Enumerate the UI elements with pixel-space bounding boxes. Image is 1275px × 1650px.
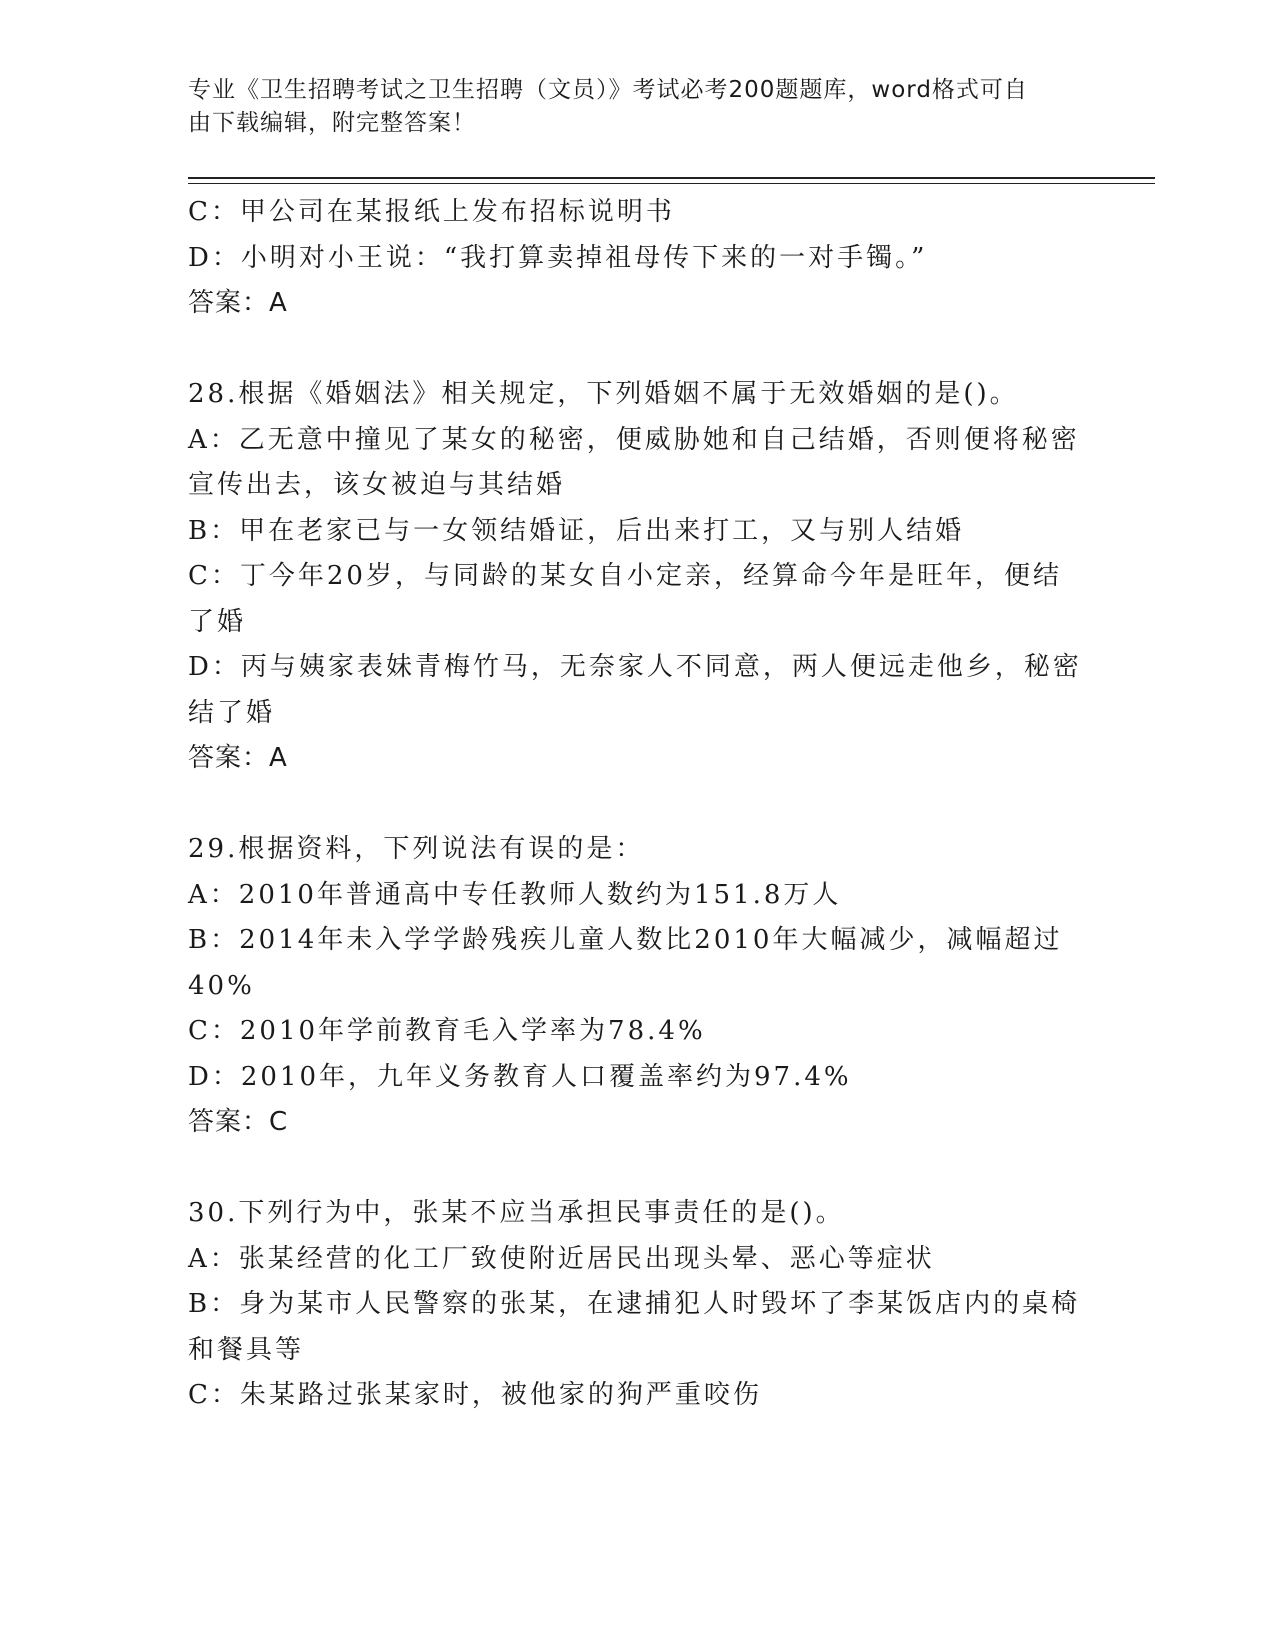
q27-option-c: C：甲公司在某报纸上发布招标说明书 (188, 197, 675, 227)
q30-option-b-cont: 和餐具等 (188, 1334, 305, 1365)
q30-stem: 30.下列行为中，张某不应当承担民事责任的是()。 (188, 1198, 845, 1228)
q28-option-c: C：丁今年20岁，与同龄的某女自小定亲，经算命今年是旺年，便结 (188, 561, 1062, 591)
q30-option-c: C：朱某路过张某家时，被他家的狗严重咬伤 (188, 1380, 762, 1410)
q28-option-d-cont: 结了婚 (188, 697, 276, 728)
q29-option-d: D：2010年，九年义务教育人口覆盖率约为97.4% (188, 1061, 852, 1092)
header-line-1: 专业《卫生招聘考试之卫生招聘（文员）》考试必考200题题库，word格式可自 (188, 77, 1028, 103)
q27-option-d: D：小明对小王说：“我打算卖掉祖母传下来的一对手镯。” (188, 242, 928, 273)
page-header (188, 74, 1068, 140)
q29-option-b-cont: 40% (188, 970, 255, 1001)
header-rule-thick (188, 177, 1155, 179)
q29-option-c: C：2010年学前教育毛入学率为78.4% (188, 1016, 706, 1046)
q28-option-b: B：甲在老家已与一女领结婚证，后出来打工，又与别人结婚 (188, 515, 965, 546)
q27-answer: 答案：A (188, 288, 288, 318)
q29-stem: 29.根据资料，下列说法有误的是： (188, 834, 645, 864)
q28-option-c-cont: 了婚 (188, 606, 247, 637)
q29-option-b: B：2014年未入学学龄残疾儿童人数比2010年大幅减少，减幅超过 (188, 925, 1063, 955)
spacer (188, 782, 1088, 828)
q28-answer: 答案：A (188, 743, 288, 773)
question-body (188, 190, 1088, 1419)
q29-answer: 答案：C (188, 1107, 289, 1137)
q28-stem: 28.根据《婚姻法》相关规定，下列婚姻不属于无效婚姻的是()。 (188, 379, 1019, 409)
spacer (188, 327, 1088, 373)
header-rule-thin (188, 183, 1155, 184)
header-line-2: 由下载编辑，附完整答案！ (188, 110, 476, 136)
q28-option-d: D：丙与姨家表妹青梅竹马，无奈家人不同意，两人便远走他乡，秘密 (188, 652, 1082, 682)
spacer (188, 1146, 1088, 1192)
q28-option-a-cont: 宣传出去，该女被迫与其结婚 (188, 470, 566, 500)
q30-option-a: A：张某经营的化工厂致使附近居民出现头晕、恶心等症状 (188, 1243, 935, 1274)
q28-option-a: A：乙无意中撞见了某女的秘密，便威胁她和自己结婚，否则便将秘密 (188, 424, 1080, 455)
q29-option-a: A：2010年普通高中专任教师人数约为151.8万人 (188, 879, 842, 910)
q30-option-b: B：身为某市人民警察的张某，在逮捕犯人时毁坏了李某饭店内的桌椅 (188, 1289, 1081, 1319)
